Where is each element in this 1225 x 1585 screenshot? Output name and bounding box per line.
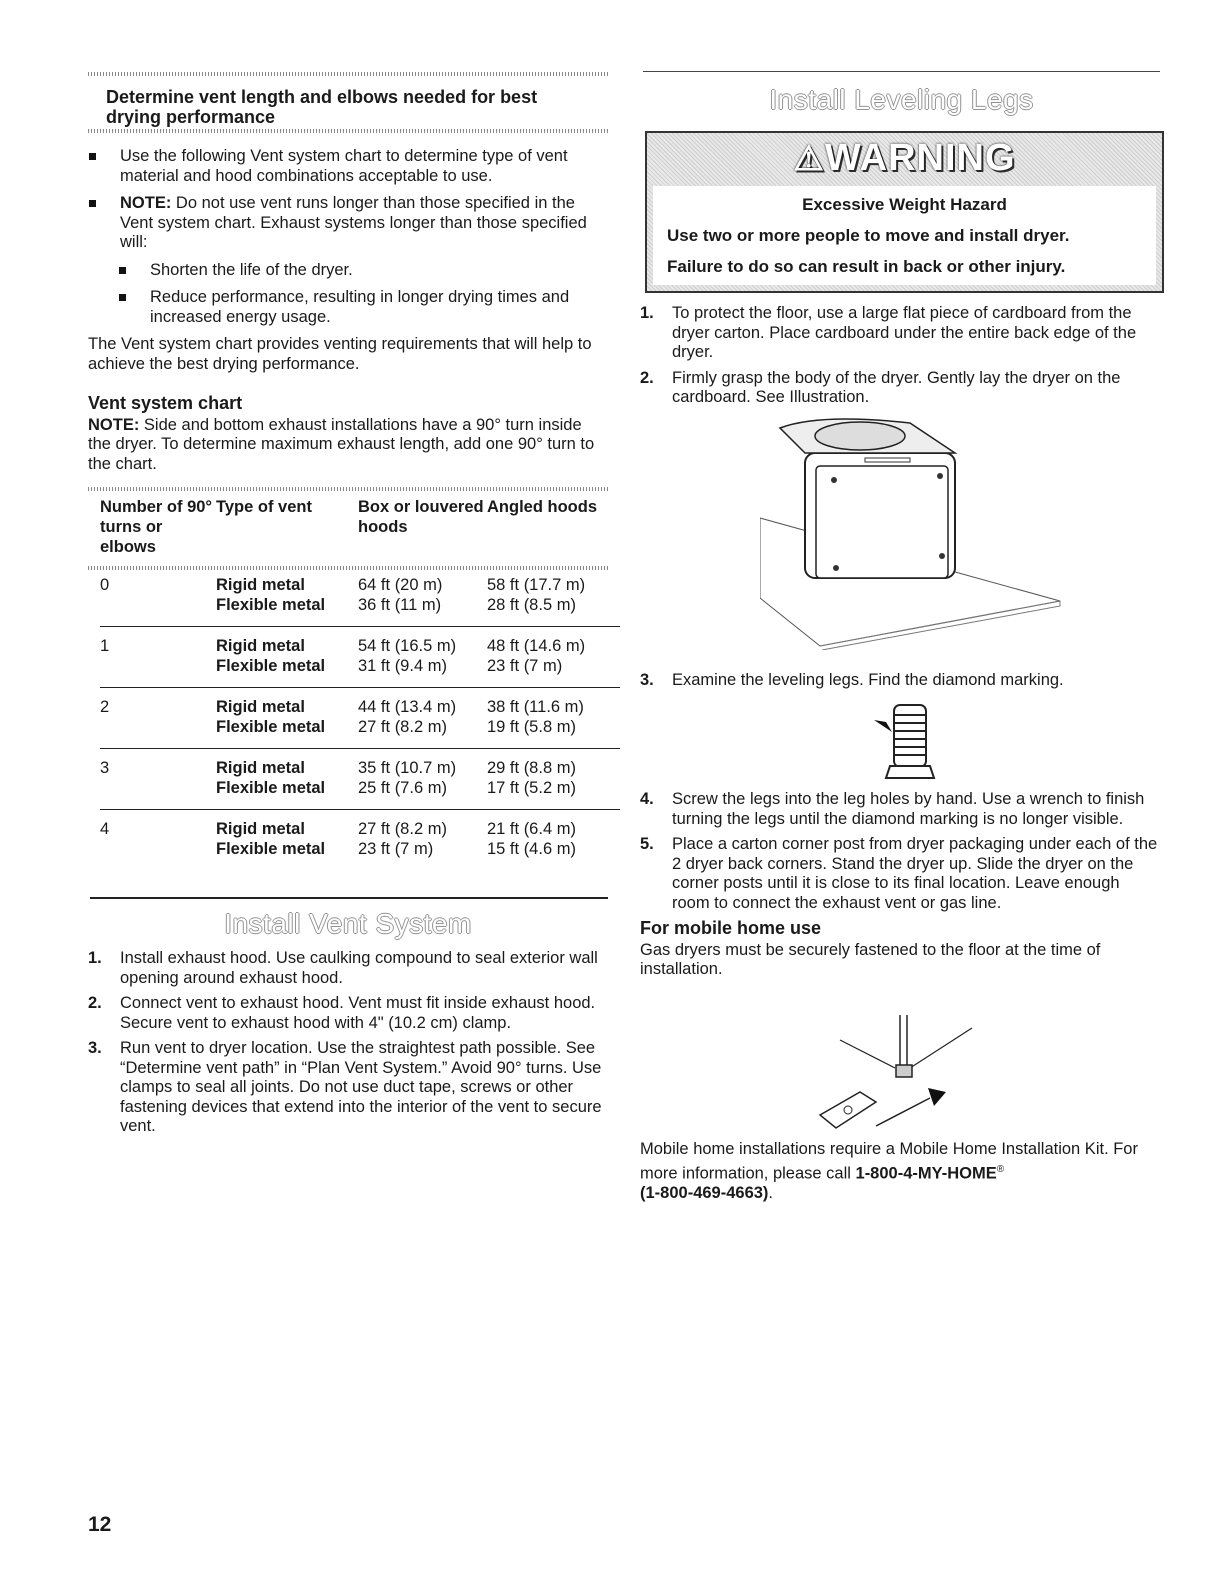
dryer-on-cardboard-illustration <box>760 418 1070 650</box>
table-header-row <box>100 497 620 557</box>
vent-system-table <box>100 497 620 557</box>
warning-label: ⚠WARNING <box>793 137 1016 179</box>
header-turns: Number of 90° turns or elbows <box>100 498 213 556</box>
phone-number: 1-800-4-MY-HOME <box>855 1164 997 1182</box>
phone-number-alt: (1-800-469-4663) <box>640 1183 769 1202</box>
header-vent-type: Type of vent <box>216 498 312 516</box>
warning-hazard: Excessive Weight Hazard <box>802 195 1007 214</box>
heading-rule <box>88 129 608 133</box>
vent-sub-bullets <box>88 261 603 328</box>
table-row: 2 Rigid metal Flexible metal 44 ft (13.4 m) 27 ft (8.2 m) 38 ft (11.6 m) 19 ft (5.8 m) <box>100 688 620 749</box>
vent-bullets <box>88 147 603 253</box>
list-item: 2. Connect vent to exhaust hood. Vent must fit inside exhaust hood. Secure vent to exhaust hood with 4" (10.2 cm) clamp. <box>88 994 596 1032</box>
table-row: 3 Rigid metal Flexible metal 35 ft (10.7 m) 25 ft (7.6 m) 29 ft (8.8 m) 17 ft (5.2 m) <box>100 749 620 810</box>
leveling-steps-a <box>640 304 1160 408</box>
table-row: 4 Rigid metal Flexible metal 27 ft (8.2 m) 23 ft (7 m) 21 ft (6.4 m) 15 ft (4.6 m) <box>100 820 576 858</box>
table-row: 0 Rigid metal Flexible metal 64 ft (20 m) 36 ft (11 m) 58 ft (17.7 m) 28 ft (8.5 m) <box>100 566 620 627</box>
sub-bullet-item: Reduce performance, resulting in longer drying times and increased energy usage. <box>88 288 603 327</box>
intro-paragraph: The Vent system chart provides venting requirements that will help to achieve the best drying performance. <box>88 335 592 373</box>
warning-line-2: Failure to do so can result in back or other injury. <box>667 257 1066 276</box>
list-item: 2. Firmly grasp the body of the dryer. Gently lay the dryer on the cardboard. See Illustration. <box>640 368 1121 406</box>
mobile-home-heading: For mobile home use <box>640 918 822 938</box>
warning-line-1: Use two or more people to move and install dryer. <box>667 226 1070 245</box>
list-item: 4. Screw the legs into the leg holes by hand. Use a wrench to finish turning the legs until the diamond marking is no longer visible. <box>640 790 1145 828</box>
table-row: 1 Rigid metal Flexible metal 54 ft (16.5 m) 31 ft (9.4 m) 48 ft (14.6 m) 23 ft (7 m) <box>100 627 620 688</box>
install-vent-steps <box>88 949 608 1137</box>
header-angled-hoods: Angled hoods <box>487 498 597 516</box>
kit-paragraph: Mobile home installations require a Mobile Home Installation Kit. For more information, please call 1-800-4-MY-HOME® (1-800-469-4663). <box>640 1140 1138 1202</box>
leveling-leg-illustration <box>872 700 942 782</box>
section-heading: Determine vent length and elbows needed for best drying performance <box>106 87 538 127</box>
list-item: 3. Run vent to dryer location. Use the straightest path possible. See “Determine vent path” in “Plan Vent System.” Avoid 90° turns. Use clamps to seal all joints. Do not use duct tape, screws or other fastening devices that extend into the interior of the vent to secure vent. <box>88 1039 602 1135</box>
install-vent-title: Install Vent System <box>224 908 472 939</box>
install-leveling-title: Install Leveling Legs <box>769 84 1034 115</box>
bullet-item: NOTE: Do not use vent runs longer than those specified in the Vent system chart. Exhaust systems longer than those specified will: <box>88 194 603 253</box>
section-rule <box>90 897 608 899</box>
mobile-home-bracket-illustration <box>810 1010 990 1135</box>
chart-note: NOTE: Side and bottom exhaust installations have a 90° turn inside the dryer. To determine maximum exhaust length, add one 90° turn to the chart. <box>88 415 595 473</box>
leveling-step-3 <box>640 671 1160 691</box>
page-number: 12 <box>88 1513 112 1536</box>
header-box-hoods: Box or louvered hoods <box>358 498 484 536</box>
warning-triangle-icon: ⚠ <box>793 140 825 178</box>
list-item: 1. Install exhaust hood. Use caulking compound to seal exterior wall opening around exhaust hood. <box>88 949 598 987</box>
sub-bullet-item: Shorten the life of the dryer. <box>88 261 603 281</box>
mobile-home-text: Gas dryers must be securely fastened to the floor at the time of installation. <box>640 940 1101 978</box>
list-item: 5. Place a carton corner post from dryer packaging under each of the 2 dryer back corners. Stand the dryer up. Slide the dryer on the corner posts until it is close to its final location. Leave enough room to connect the exhaust vent or gas line. <box>640 835 1158 912</box>
warning-box <box>645 131 1164 293</box>
bullet-item: Use the following Vent system chart to determine type of vent material and hood combinations acceptable to use. <box>88 147 603 186</box>
top-rule <box>88 72 608 76</box>
chart-heading: Vent system chart <box>88 393 243 413</box>
vent-system-table-body <box>100 566 620 870</box>
list-item: 1. To protect the floor, use a large flat piece of cardboard from the dryer carton. Place cardboard under the entire back edge of the dryer. <box>640 304 1137 361</box>
right-top-rule <box>643 71 1160 72</box>
warning-text <box>653 186 1156 285</box>
list-item: 3. Examine the leveling legs. Find the diamond marking. <box>640 671 1064 689</box>
leveling-steps-b <box>640 790 1160 913</box>
table-top-rule <box>88 487 608 491</box>
